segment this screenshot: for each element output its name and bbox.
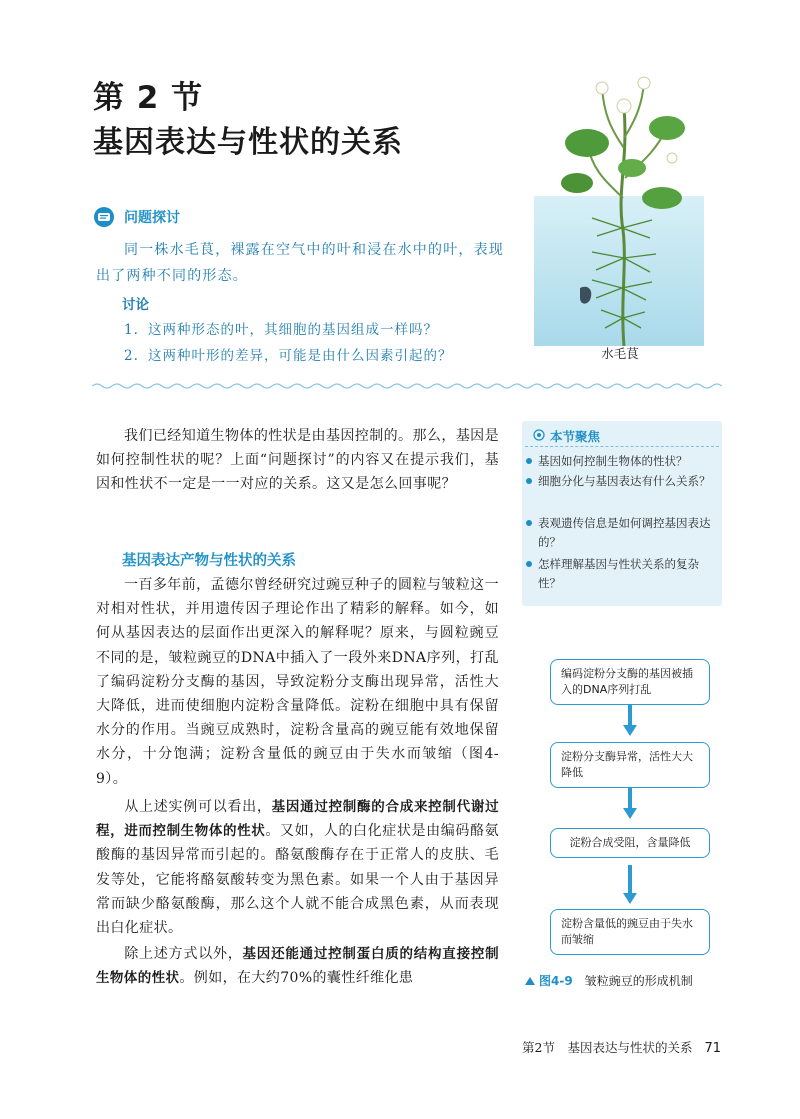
paragraph-protein-rest: 。例如，在大约70%的囊性纤维化患 [179,970,414,987]
discussion-question [124,344,453,364]
question-text: 这两种叶形的差异，可能是由什么因素引起的？ [148,348,453,364]
wavy-divider [92,380,722,392]
paragraph-enzyme [96,795,499,940]
focus-item-text: 基因如何控制生物体的性状？ [538,454,688,468]
focus-divider [525,446,719,447]
down-arrow-icon [622,788,638,820]
focus-item-text: 表观遗传信息是如何调控基因表达的？ [538,516,711,549]
bullet-icon [526,478,532,484]
bullet-icon [526,458,532,464]
flowchart-step-3: 淀粉合成受阻，含量降低 [550,828,710,858]
discussion-question [124,318,438,338]
paragraph-enzyme-key-point: 基因通过控制酶的合成来控制代谢过程，进而控制生物体的性状 [96,799,499,840]
question-number: 1. [124,322,139,338]
paragraph-protein-lead: 除上述方式以外， [124,946,243,962]
figure-caption [525,972,693,989]
figure-title: 皱粒豌豆的形成机制 [584,974,693,988]
flowchart-step-1: 编码淀粉分支酶的基因被插入的DNA序列打乱 [550,659,710,705]
flowchart-step-4: 淀粉含量低的豌豆由于失水而皱缩 [550,909,710,955]
focus-item-text: 怎样理解基因与性状关系的复杂性？ [538,557,699,590]
water-area [534,196,704,346]
target-icon [533,429,545,441]
down-arrow-icon [622,705,638,737]
paragraph-pea-text: 一百多年前，孟德尔曾经研究过豌豆种子的圆粒与皱粒这一对相对性状，并用遗传因子理论作出了精彩的解释。如今，如何从基因表达的层面作出更深入的解释呢？原来，与圆粒豌豆不同的是，皱粒豌豆的DNA中插入了一段外来DNA序列，打乱了编码淀粉分支酶的基因，导致淀粉分支酶出现异常，活性大大降低，进而使细胞内淀粉含量降低。淀粉在细胞中具有保留水分的作用。当豌豆成熟时，淀粉含量高的豌豆能有效地保留水分，十分饱满；淀粉含量低的豌豆由于失水而皱缩（图4-9）。 [96,577,499,787]
section-title: 基因表达与性状的关系 [93,125,403,160]
paragraph-enzyme-lead: 从上述实例可以看出， [124,799,272,815]
chat-bubble-icon [93,206,115,228]
figure-label: 图4-9 [539,974,573,988]
question-text: 这两种形态的叶，其细胞的基因组成一样吗？ [148,322,438,338]
focus-item [538,514,714,551]
water-buttercup-illustration [532,48,706,346]
problem-exploration-heading: 问题探讨 [124,210,180,226]
focus-item [538,555,714,592]
down-arrow-icon [622,865,638,905]
focus-item [538,452,714,471]
flowchart-step-2: 淀粉分支酶异常，活性大大降低 [550,742,710,788]
paragraph-protein [96,942,499,990]
intro-paragraph-text: 我们已经知道生物体的性状是由基因控制的。那么，基因是如何控制性状的呢？上面“问题探讨”的内容又在提示我们，基因和性状不一定是一一对应的关系。这又是怎么回事呢？ [96,428,499,493]
illustration-caption: 水毛茛 [601,346,639,361]
page-number: 71 [704,1041,722,1056]
problem-exploration-text [96,237,516,289]
paragraph-protein-key-point: 基因还能通过控制蛋白质的结构直接控制生物体的性状 [96,946,500,987]
triangle-icon [525,977,535,985]
section-focus-heading: 本节聚焦 [550,429,601,444]
subsection-heading: 基因表达产物与性状的关系 [122,553,296,569]
intro-paragraph [96,424,499,497]
problem-exploration-text-body: 同一株水毛茛，裸露在空气中的叶和浸在水中的叶，表现出了两种不同的形态。 [96,242,504,284]
bullet-icon [526,520,532,526]
paragraph-enzyme-rest: 。又如，人的白化症状是由编码酪氨酸酶的基因异常而引起的。酪氨酸酶存在于正常人的皮肤、毛发等处，它能将酪氨酸转变为黑色素。如果一个人由于基因异常而缺少酪氨酸酶，那么这个人就不能合成黑色素，从而表现出白化症状。 [96,823,499,937]
focus-item [538,472,714,491]
question-number: 2. [124,348,139,364]
bullet-icon [526,561,532,567]
section-number: 第 2 节 [93,80,204,116]
discussion-heading: 讨论 [122,297,149,313]
page-footer [522,1038,721,1056]
focus-item-text: 细胞分化与基因表达有什么关系？ [538,474,711,488]
paragraph-pea [96,573,499,791]
running-title: 第2节 基因表达与性状的关系 [522,1040,693,1055]
